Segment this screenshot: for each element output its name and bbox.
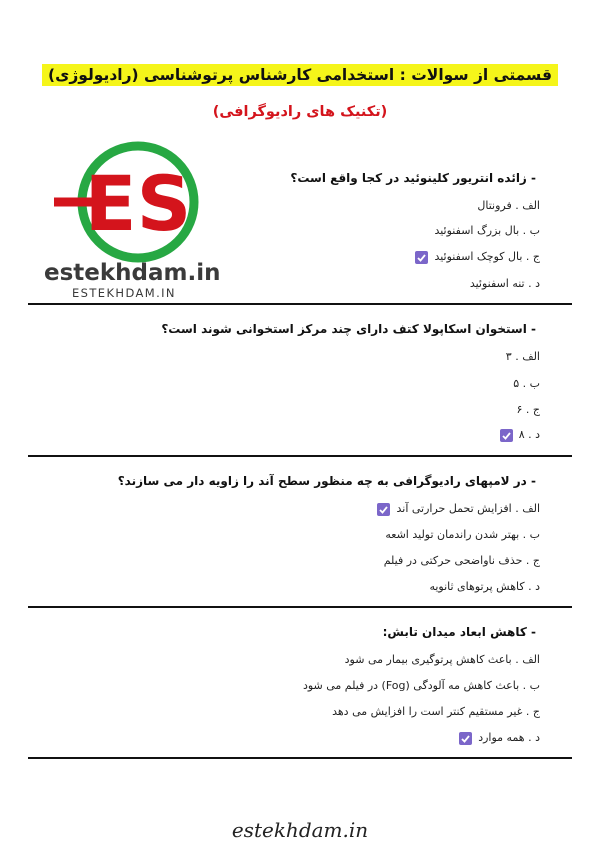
- logo-domain-caps: ESTEKHDAM.IN: [72, 286, 176, 300]
- question-3: - در لامپهای رادیوگرافی به چه منظور سطح آند را زاویه دار می سازند؟: [117, 474, 536, 488]
- q2-option-b: ب . ۵: [513, 377, 540, 390]
- check-icon: [500, 429, 513, 442]
- check-icon: [415, 251, 428, 264]
- page-title: قسمتی از سوالات : استخدامی کارشناس پرتوشناسی (رادیولوژی): [42, 64, 558, 86]
- q3-option-b: ب . بهتر شدن راندمان تولید اشعه: [385, 528, 540, 541]
- q2-option-c: ج . ۶: [516, 403, 540, 416]
- q4-option-d: د . همه موارد: [459, 731, 540, 745]
- q1-option-b: ب . بال بزرگ اسفنوئید: [434, 224, 540, 237]
- q3-option-c: ج . حذف ناواضحی حرکتی در فیلم: [383, 554, 540, 567]
- q3-option-d: د . کاهش پرتوهای ثانویه: [429, 580, 540, 593]
- q1-option-a: الف . فرونتال: [477, 199, 540, 212]
- question-2: - استخوان اسکاپولا کتف دارای چند مرکز استخوانی شوند است؟: [161, 322, 536, 336]
- divider: [28, 757, 572, 759]
- divider: [28, 303, 572, 305]
- q4-option-a: الف . باعث کاهش پرتوگیری بیمار می شود: [344, 653, 540, 666]
- q1-option-d: د . تنه اسفنوئید: [469, 277, 540, 290]
- check-icon: [459, 732, 472, 745]
- page-subtitle: (تکنیک های رادیوگرافی): [212, 104, 388, 120]
- divider: [28, 606, 572, 608]
- q4-option-c: ج . غیر مستقیم کنتر است را افزایش می دهد: [332, 705, 540, 718]
- question-1: - زائده انتریور کلینوئید در کجا واقع است؟: [290, 171, 536, 185]
- title-bar: [0, 64, 600, 86]
- divider: [28, 455, 572, 457]
- check-icon: [377, 503, 390, 516]
- logo-domain: estekhdam.in: [44, 260, 221, 286]
- q2-option-d: د . ۸: [500, 428, 540, 442]
- footer-watermark: estekhdam.in: [231, 818, 369, 842]
- q3-option-a: الف . افزایش تحمل حرارتی آند: [377, 502, 540, 516]
- q2-option-a: الف . ۳: [505, 350, 540, 363]
- logo-letters: ES: [84, 159, 192, 248]
- q1-option-c: ج . بال کوچک اسفنوئید: [415, 250, 540, 264]
- q4-option-b: ب . باعث کاهش مه آلودگی (Fog) در فیلم می شود: [302, 679, 540, 692]
- question-4: - کاهش ابعاد میدان تابش:: [382, 625, 536, 639]
